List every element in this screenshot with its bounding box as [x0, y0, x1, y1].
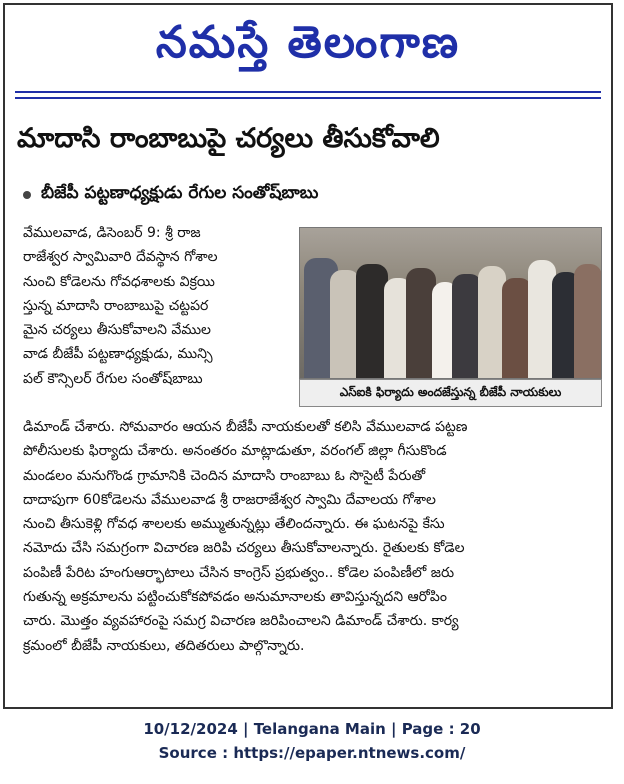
edition-info: 10/12/2024 | Telangana Main | Page : 20 — [143, 720, 481, 738]
article-line: నుంచి తీసుకెళ్లి గోవధ శాలలకు అమ్ముతున్నట్లు తేలిందన్నారు. ఈ ఘటనపై కేసు — [23, 516, 445, 533]
article-line: గుతున్న అక్రమాలను పట్టించుకోకపోవడం అనుమానాలకు తావిస్తున్నదని ఆరోపిం — [23, 589, 447, 606]
article-line: రాజేశ్వర స్వామివారి దేవస్థాన గోశాల — [23, 249, 218, 266]
article-line: మండలం మనుగొండ గ్రామానికి చెందిన మాదాసి రాంబాబు ఓ సొసైటీ పేరుతో — [23, 467, 426, 484]
article-line: పల్ కౌన్సిలర్ రేగుల సంతోష్‌బాబు — [23, 370, 203, 387]
article-photo — [299, 227, 602, 407]
article-line: పంపిణీ పేరిట హంగుఆర్భాటాలు చేసిన కాంగ్రెస్ ప్రభుత్వం.. కోడెల పంపిణీలో జరు — [23, 564, 455, 581]
article-line: దాదాపుగా 60కోడెలను వేములవాడ శ్రీ రాజరాజేశ్వర స్వామి దేవాలయ గోశాల — [23, 491, 436, 508]
article-line: స్తున్న మాదాసి రాంబాబుపై చట్టపర — [23, 297, 209, 314]
subhead-text: బీజేపీ పట్టణాధ్యక్షుడు రేగుల సంతోష్‌బాబు — [41, 183, 319, 203]
article-clipping — [3, 3, 613, 709]
photo-caption: ఎస్ఐకి ఫిర్యాదు అందజేస్తున్న బీజేపీ నాయకులు — [299, 379, 602, 407]
article-subhead — [23, 183, 318, 207]
article-line: డిమాండ్ చేశారు. సోమవారం ఆయన బీజేపీ నాయకులతో కలిసి వేములవాడ పట్టణ — [23, 419, 468, 435]
newspaper-logo: నమస్తే తెలంగాణ — [155, 17, 461, 68]
group-photo — [299, 227, 602, 379]
article-line: క్రమంలో బీజేపీ నాయకులు, తదితరులు పాల్గొన్నారు. — [23, 637, 305, 654]
masthead-rule — [15, 91, 601, 99]
article-headline: మాదాసి రాంబాబుపై చర్యలు తీసుకోవాలి — [17, 123, 440, 154]
masthead — [5, 5, 611, 91]
source-link[interactable]: Source : https://epaper.ntnews.com/ — [158, 744, 466, 762]
article-line: మైన చర్యలు తీసుకోవాలని వేముల — [23, 322, 211, 339]
bullet-icon — [23, 191, 31, 199]
article-line: నుంచి కోడెలను గోవధశాలకు విక్రయి — [23, 273, 215, 290]
article-body-full — [23, 415, 611, 658]
article-line: వాడ బీజేపీ పట్టణాధ్యక్షుడు, మున్సి — [23, 346, 213, 363]
article-body-column — [23, 221, 291, 391]
article-line: నమోదు చేసి సమగ్రంగా విచారణ జరిపి చర్యలు తీసుకోవాలన్నారు. రైతులకు కోడెల — [23, 540, 465, 557]
article-line: పోలీసులకు ఫిర్యాదు చేశారు. అనంతరం మాట్లాడుతూ, వరంగల్ జిల్లా గీసుకొండ — [23, 443, 447, 460]
article-line: చారు. మొత్తం వ్యవహారంపై సమగ్ర విచారణ జరిపించాలని డిమాండ్ చేశారు. కార్య — [23, 613, 459, 630]
article-line: వేములవాడ, డిసెంబర్ 9: శ్రీ రాజ — [23, 225, 201, 241]
